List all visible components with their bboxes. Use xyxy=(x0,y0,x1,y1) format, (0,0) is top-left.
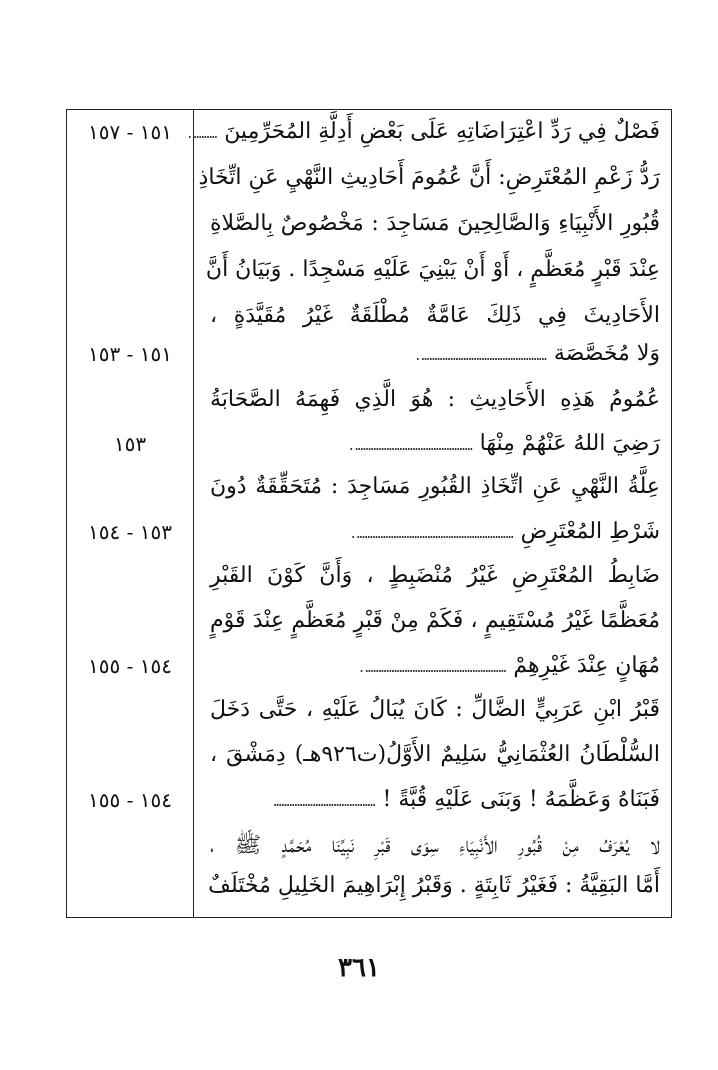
toc-page-range: ١٥٤ - ١٥٥ xyxy=(88,654,172,678)
toc-entry-line: وَلا مُخَصَّصَة …………………………………………. xyxy=(413,341,660,366)
toc-entry-line: فَصْلٌ فِي رَدِّ اعْتِرَاضَاتِهِ عَلَى بَعْضِ أَدِلَّةِ المُحَرِّمِينَ ………. xyxy=(185,119,660,144)
toc-entry-line: رَضِيَ اللهُ عَنْهُمْ مِنْهَا ………………………………………. xyxy=(347,431,660,456)
toc-entry-line: فَبَنَاهُ وَعَظَّمَهُ ! وَبَنَى عَلَيْهِ قُبَّةً ! ………………………………… xyxy=(273,787,660,812)
toc-entry-line: لا يُعْرَفُ مِنْ قُبُورِ الأَنْبِيَاءِ سِوَى قَبْرِ نَبِيِّنَا مُحَمَّدٍ ﷺ ، xyxy=(210,833,660,858)
leader-dots: ………………………………………………. xyxy=(357,661,507,676)
toc-entry-line: شَرْطِ المُعْتَرِضِ ……………………………………………………. xyxy=(349,519,660,544)
toc-entry-line: الأَحَادِيثَ فِي ذَلِكَ عَامَّةٌ مُطْلَقَةٌ غَيْرُ مُقَيَّدَةٍ ، xyxy=(210,303,660,328)
toc-page-range: ١٥١ - ١٥٣ xyxy=(88,342,172,366)
leader-dots: ………. xyxy=(185,127,218,142)
leader-dots: ……………………………………………………. xyxy=(349,527,514,542)
page-column-divider xyxy=(193,109,194,918)
toc-entry-line: عِلَّةُ النَّهْيِ عَنِ اتِّخَاذِ القُبُورِ مَسَاجِدَ : مُتَحَقِّقَةٌ دُونَ xyxy=(210,474,660,499)
toc-page-range: ١٥١ - ١٥٧ xyxy=(88,120,172,144)
page-number: ٣٦١ xyxy=(338,953,380,983)
toc-entry-line: مُهَانٍ عِنْدَ غَيْرِهِمْ ………………………………………………. xyxy=(357,653,660,678)
toc-entry-line: رَدُّ زَعْمِ المُعْتَرِضِ: أَنَّ عُمُومَ أَحَادِيثِ النَّهْيِ عَنِ اتِّخَاذِ xyxy=(198,165,660,190)
toc-entry-line: قَبْرُ ابْنِ عَرَبِيٍّ الضَّالِّ : كَانَ يُبَالُ عَلَيْهِ ، حَتَّى دَخَلَ xyxy=(210,697,660,722)
leader-dots: ………………………………………. xyxy=(347,439,473,454)
toc-page-range: ١٥٤ - ١٥٥ xyxy=(88,788,172,812)
toc-entry-line: السُّلْطَانُ العُثْمَانِيُّ سَلِيمٌ الأَوَّلُ(ت٩٢٦هـ) دِمَشْقَ ، xyxy=(210,742,660,767)
toc-entry-line: عِنْدَ قَبْرٍ مُعَظَّمٍ ، أَوْ أَنْ يَبْنِيَ عَلَيْهِ مَسْجِدًا . وَبَيَانُ أَنَّ xyxy=(205,257,660,282)
toc-page-range: ١٥٣ xyxy=(113,432,147,456)
toc-entry-line: مُعَظَّمًا غَيْرُ مُسْتَقِيمٍ ، فَكَمْ مِنْ قَبْرٍ مُعَظَّمٍ عِنْدَ قَوْمٍ xyxy=(210,608,660,633)
toc-entry-line: أَمَّا البَقِيَّةُ : فَغَيْرُ ثَابِتَةٍ . وَقَبْرُ إِبْرَاهِيمَ الخَلِيلِ مُخْتَلَفٌ xyxy=(208,873,660,898)
toc-page-range: ١٥٣ - ١٥٤ xyxy=(88,520,172,544)
toc-entry-line: عُمُومُ هَذِهِ الأَحَادِيثِ : هُوَ الَّذِي فَهِمَهُ الصَّحَابَةُ xyxy=(210,387,660,412)
leader-dots: …………………………………………. xyxy=(413,349,547,364)
toc-entry-line: ضَابِطُ المُعْتَرِضِ غَيْرُ مُنْضَبِطٍ ، وَأَنَّ كَوْنَ القَبْرِ xyxy=(210,563,660,588)
toc-entry-line: قُبُورِ الأَنْبِيَاءِ وَالصَّالِحِينَ مَسَاجِدَ : مَخْصُوصٌ بِالصَّلاةِ xyxy=(210,211,660,236)
leader-dots: ………………………………… xyxy=(273,795,376,810)
